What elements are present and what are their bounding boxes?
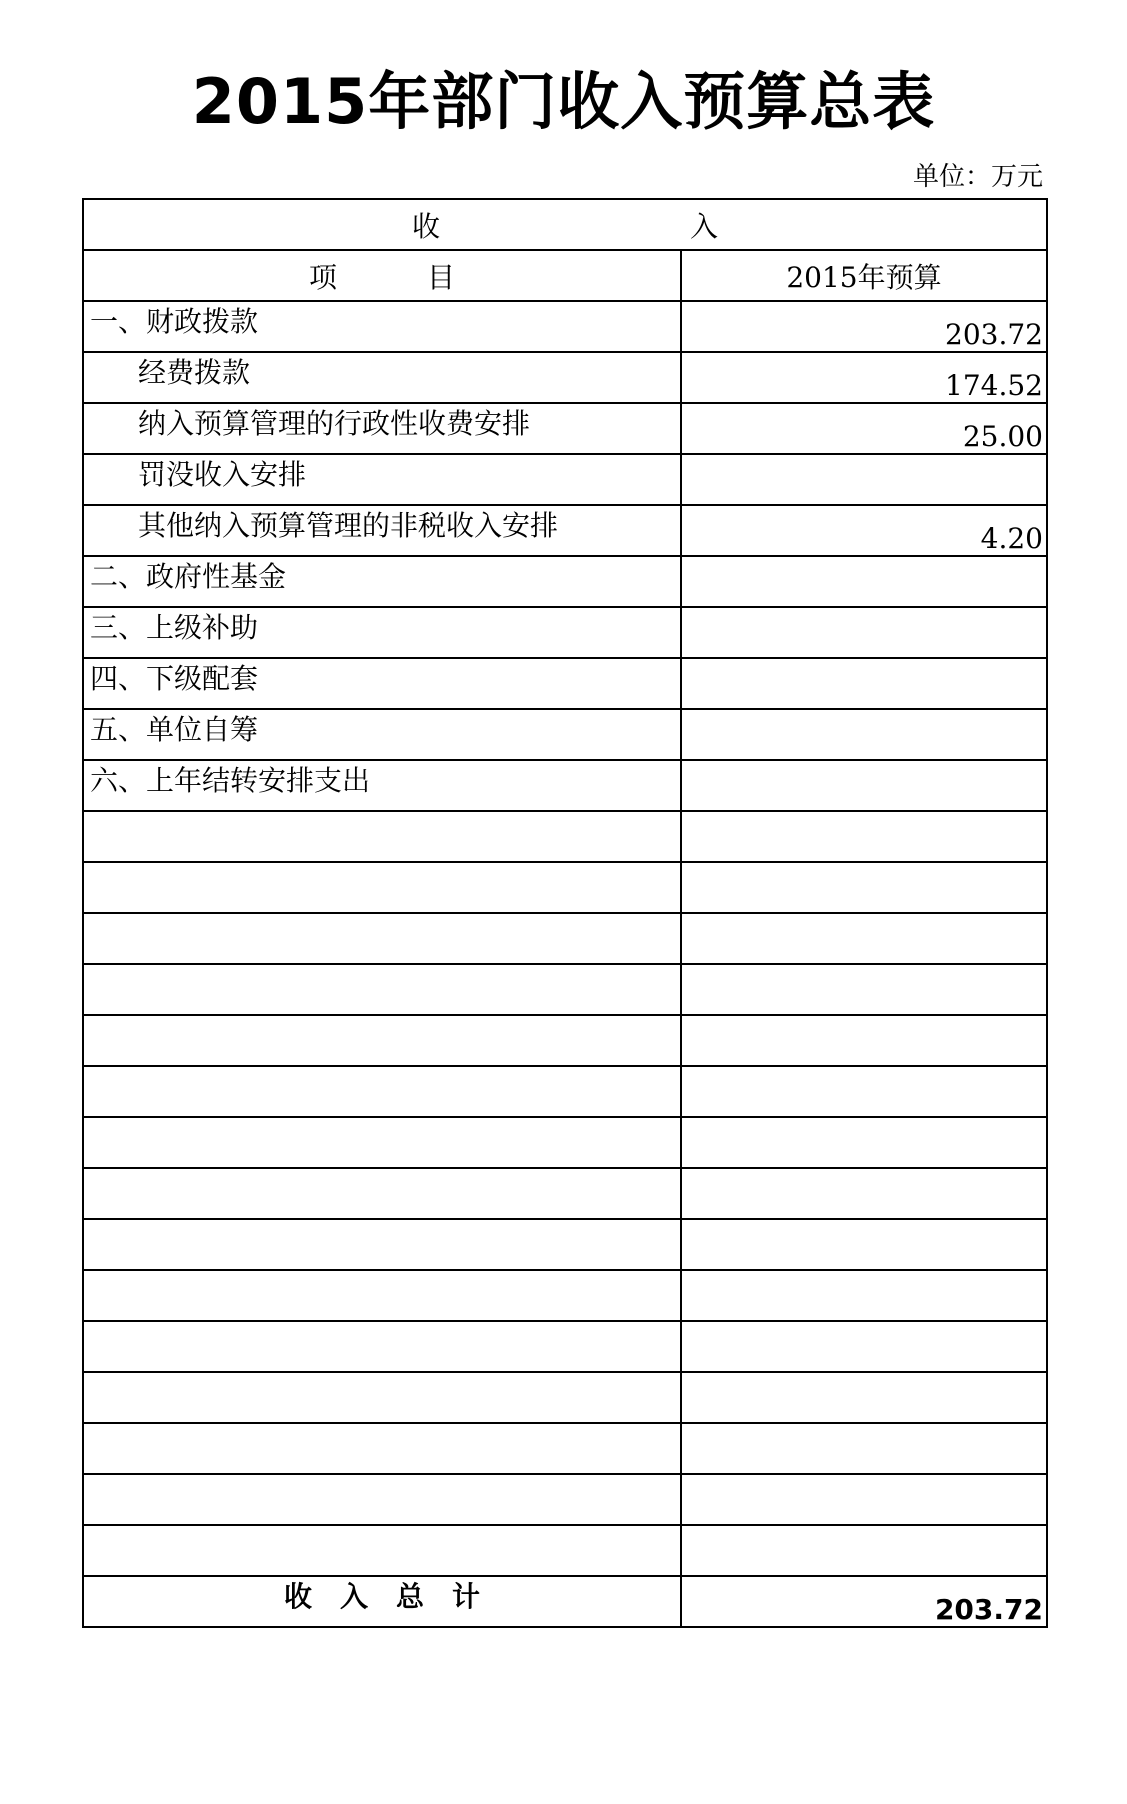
total-label-char: 入 bbox=[339, 1580, 368, 1613]
empty-cell bbox=[83, 1423, 681, 1474]
empty-cell bbox=[681, 1423, 1047, 1474]
row-label: 经费拨款 bbox=[83, 352, 681, 403]
empty-cell bbox=[681, 811, 1047, 862]
table-row bbox=[83, 709, 1047, 760]
row-label: 二、政府性基金 bbox=[83, 556, 681, 607]
page-title: 2015年部门收入预算总表 bbox=[191, 65, 936, 138]
empty-cell bbox=[681, 1372, 1047, 1423]
header-item-char-2: 目 bbox=[427, 260, 456, 294]
table-row bbox=[83, 760, 1047, 811]
header-item-char-1: 项 bbox=[308, 260, 337, 294]
table-row bbox=[83, 607, 1047, 658]
empty-cell bbox=[681, 1474, 1047, 1525]
empty-row bbox=[83, 1372, 1047, 1423]
total-row bbox=[83, 1576, 1047, 1627]
empty-row bbox=[83, 1270, 1047, 1321]
total-label-char: 总 bbox=[396, 1580, 425, 1613]
row-label: 五、单位自筹 bbox=[83, 709, 681, 760]
empty-cell bbox=[83, 1474, 681, 1525]
empty-row bbox=[83, 1423, 1047, 1474]
row-value bbox=[681, 709, 1047, 760]
empty-cell bbox=[681, 964, 1047, 1015]
row-value bbox=[681, 454, 1047, 505]
empty-cell bbox=[681, 1219, 1047, 1270]
table-row bbox=[83, 403, 1047, 454]
total-label bbox=[83, 1576, 681, 1627]
empty-cell bbox=[681, 913, 1047, 964]
table-row bbox=[83, 454, 1047, 505]
empty-cell bbox=[83, 1117, 681, 1168]
table-row bbox=[83, 556, 1047, 607]
empty-row bbox=[83, 1015, 1047, 1066]
empty-cell bbox=[83, 1066, 681, 1117]
row-value: 203.72 bbox=[681, 301, 1047, 352]
empty-row bbox=[83, 1321, 1047, 1372]
empty-cell bbox=[681, 1270, 1047, 1321]
total-label-char: 收 bbox=[283, 1580, 312, 1613]
empty-cell bbox=[83, 913, 681, 964]
empty-cell bbox=[83, 862, 681, 913]
row-value bbox=[681, 607, 1047, 658]
empty-row bbox=[83, 964, 1047, 1015]
table-row bbox=[83, 658, 1047, 709]
empty-cell bbox=[83, 1372, 681, 1423]
header-row-sub bbox=[83, 250, 1047, 301]
header-income bbox=[83, 199, 1047, 250]
row-label: 六、上年结转安排支出 bbox=[83, 760, 681, 811]
empty-cell bbox=[681, 1066, 1047, 1117]
empty-cell bbox=[681, 1117, 1047, 1168]
total-value: 203.72 bbox=[681, 1576, 1047, 1627]
empty-row bbox=[83, 1117, 1047, 1168]
empty-cell bbox=[83, 964, 681, 1015]
header-income-char-2: 入 bbox=[690, 209, 719, 243]
empty-cell bbox=[681, 1321, 1047, 1372]
row-label: 三、上级补助 bbox=[83, 607, 681, 658]
empty-cell bbox=[83, 1321, 681, 1372]
empty-cell bbox=[681, 1525, 1047, 1576]
empty-row bbox=[83, 913, 1047, 964]
empty-cell bbox=[681, 1015, 1047, 1066]
row-label: 一、财政拨款 bbox=[83, 301, 681, 352]
empty-cell bbox=[83, 1168, 681, 1219]
row-value: 4.20 bbox=[681, 505, 1047, 556]
row-value bbox=[681, 760, 1047, 811]
unit-label: 单位：万元 bbox=[912, 162, 1043, 192]
empty-row bbox=[83, 1168, 1047, 1219]
empty-cell bbox=[83, 811, 681, 862]
row-label: 纳入预算管理的行政性收费安排 bbox=[83, 403, 681, 454]
table-row bbox=[83, 352, 1047, 403]
empty-cell bbox=[681, 1168, 1047, 1219]
row-value: 25.00 bbox=[681, 403, 1047, 454]
header-budget: 2015年预算 bbox=[681, 250, 1047, 301]
row-label: 其他纳入预算管理的非税收入安排 bbox=[83, 505, 681, 556]
table-row bbox=[83, 505, 1047, 556]
empty-cell bbox=[83, 1219, 681, 1270]
empty-row bbox=[83, 1474, 1047, 1525]
row-value bbox=[681, 556, 1047, 607]
empty-row bbox=[83, 862, 1047, 913]
header-row-main bbox=[83, 199, 1047, 250]
header-item bbox=[83, 250, 681, 301]
total-label-char: 计 bbox=[452, 1580, 481, 1613]
empty-row bbox=[83, 1525, 1047, 1576]
budget-table bbox=[82, 198, 1048, 1628]
header-income-char-1: 收 bbox=[411, 209, 440, 243]
empty-cell bbox=[83, 1525, 681, 1576]
table-row bbox=[83, 301, 1047, 352]
empty-row bbox=[83, 1066, 1047, 1117]
empty-row bbox=[83, 811, 1047, 862]
empty-cell bbox=[83, 1270, 681, 1321]
row-value: 174.52 bbox=[681, 352, 1047, 403]
row-value bbox=[681, 658, 1047, 709]
empty-row bbox=[83, 1219, 1047, 1270]
empty-cell bbox=[681, 862, 1047, 913]
empty-cell bbox=[83, 1015, 681, 1066]
row-label: 四、下级配套 bbox=[83, 658, 681, 709]
row-label: 罚没收入安排 bbox=[83, 454, 681, 505]
